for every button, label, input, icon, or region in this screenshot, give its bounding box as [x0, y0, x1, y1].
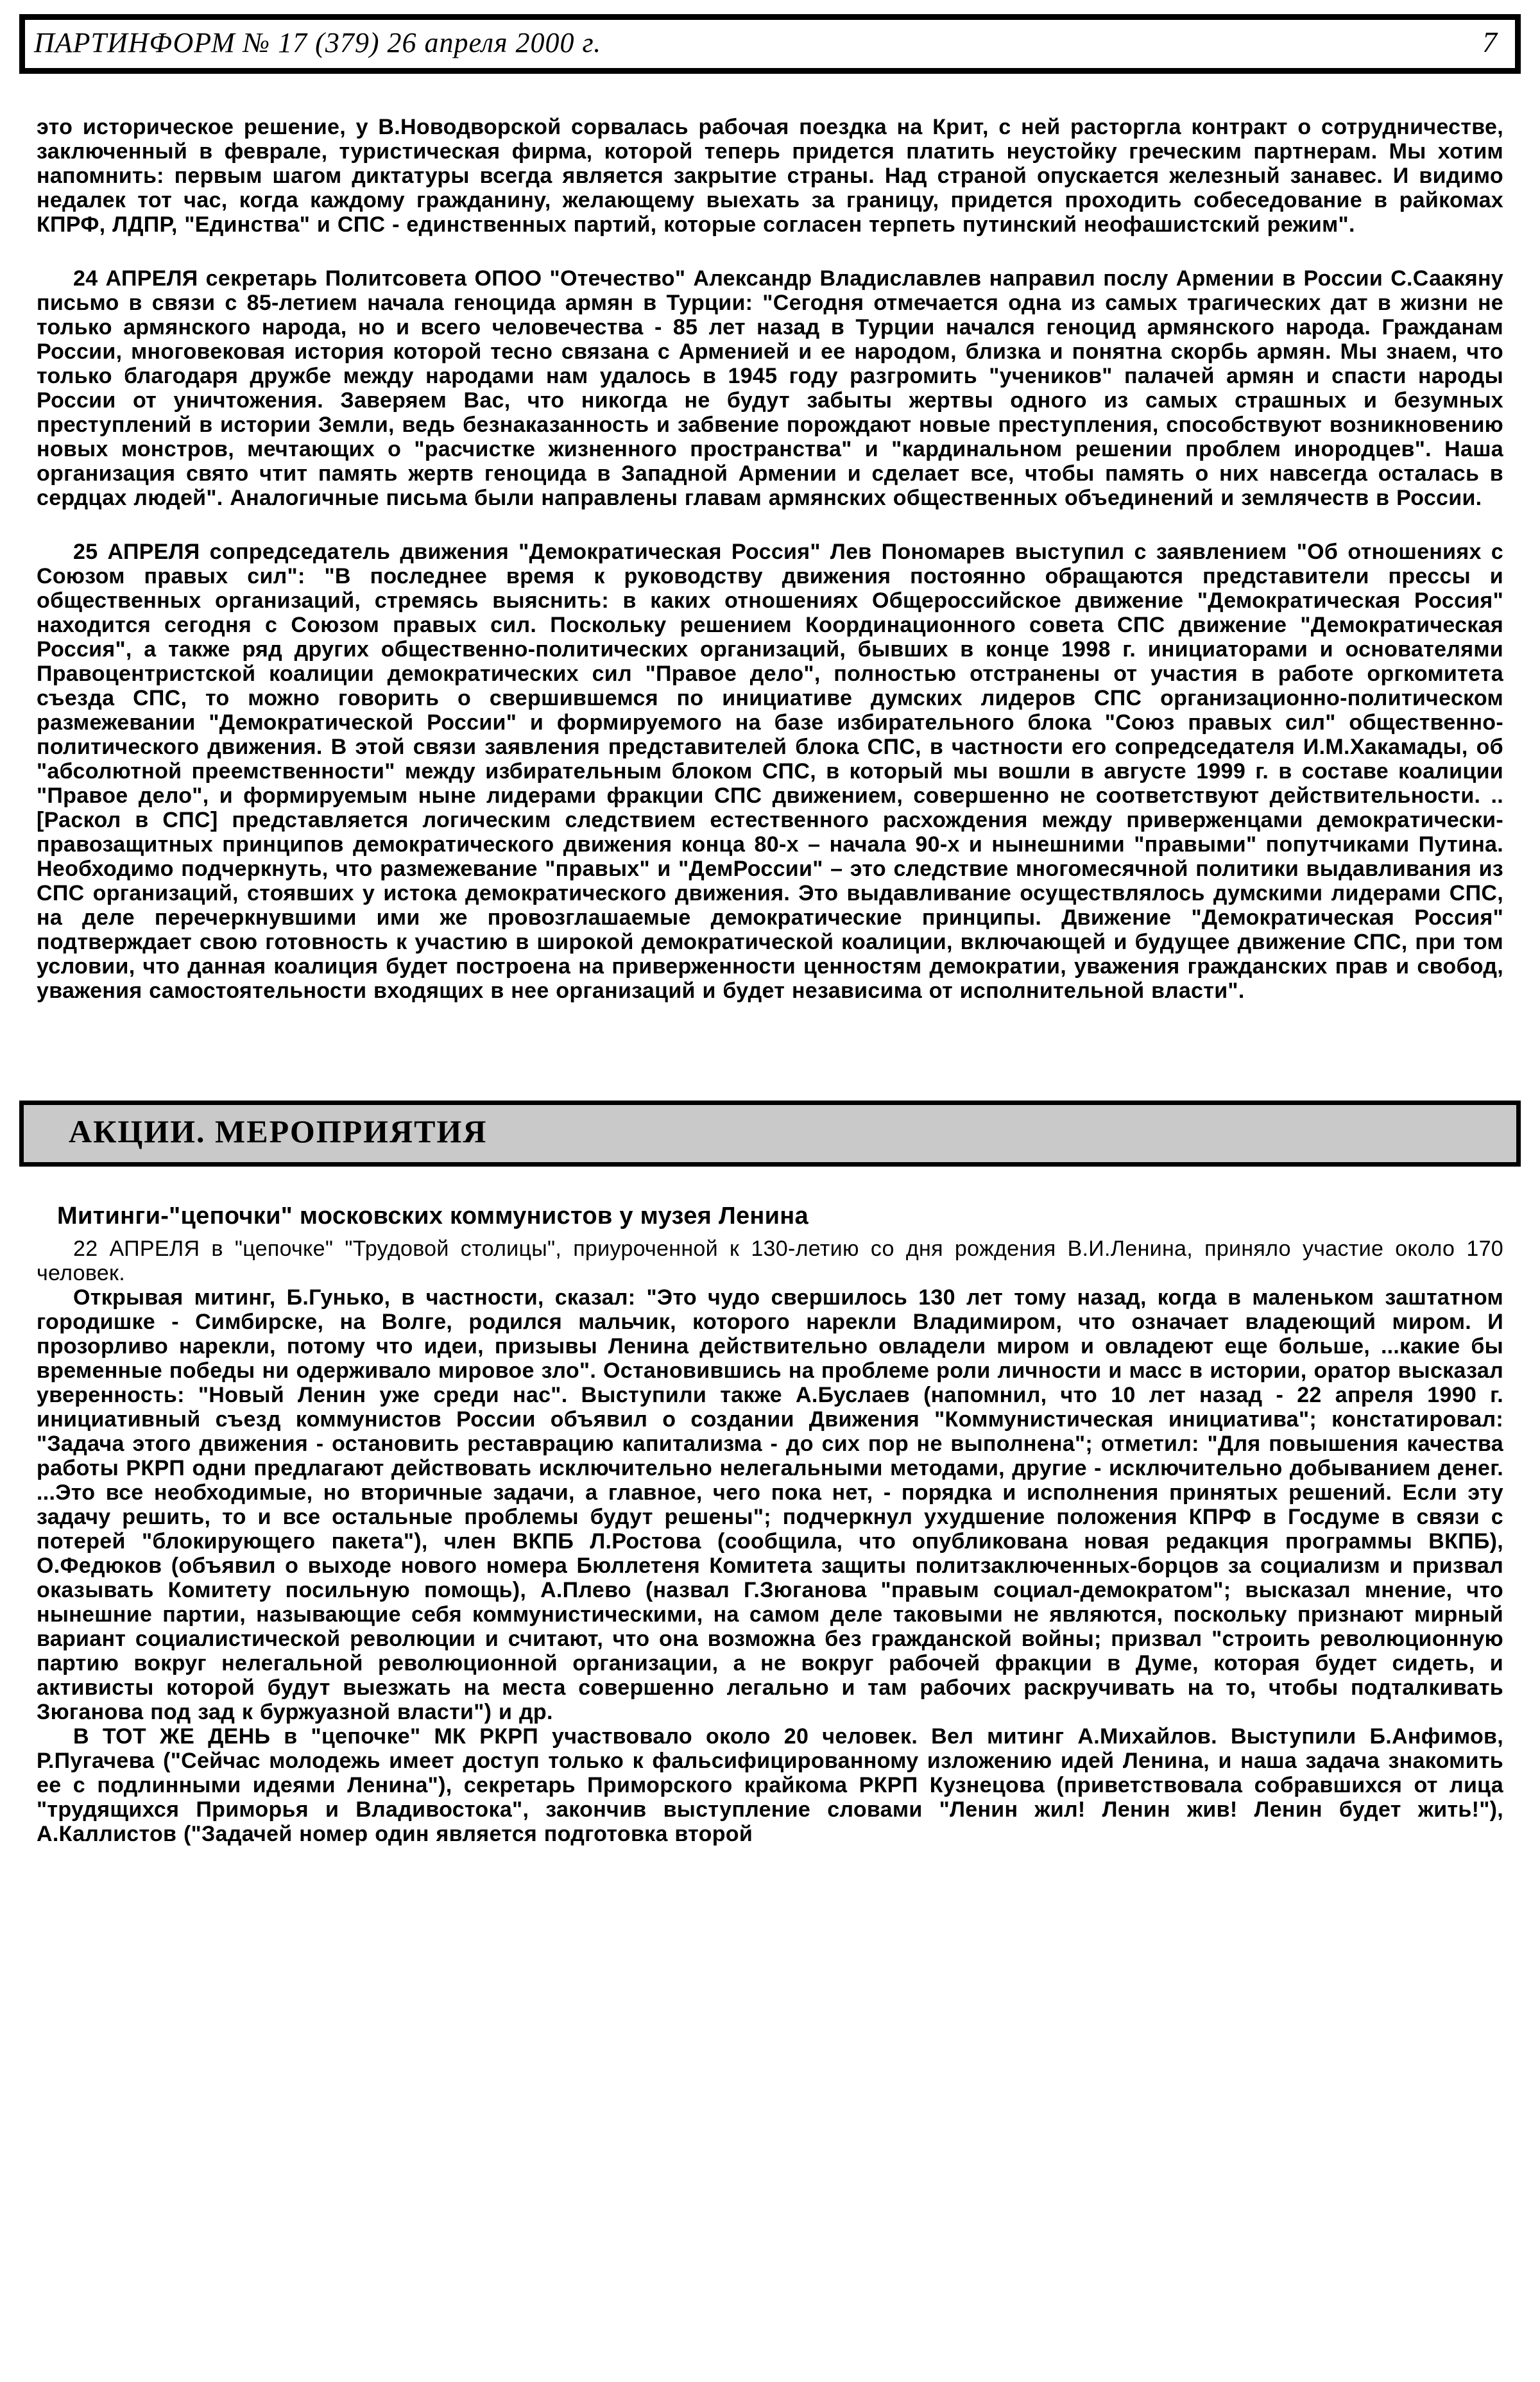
masthead — [19, 14, 1521, 74]
article-mitings — [37, 1203, 1503, 1846]
article-lead-paragraph: 22 АПРЕЛЯ в "цепочке" "Трудовой столицы", приуроченной к 130-летию со дня рождения В.И.Ленина, приняло участие около 170 человек. — [37, 1236, 1503, 1285]
news-item-24-april: 24 АПРЕЛЯ секретарь Политсовета ОПОО "Отечество" Александр Владиславлев направил послу Армении в России С.Саакяну письмо в связи с 85-летием начала геноцида армян в Турции: "Сегодня отмечается одна из самых трагических дат в жизни не только армянского народа, но и всего человечества - 85 лет назад в Турции начался геноцид армянского народа. Гражданам России, многовековая история которой тесно связана с Арменией и ее народом, близка и понятна скорбь армян. Мы знаем, что только благодаря дружбе между народами нам удалось в 1945 году разгромить "учеников" палачей армян и спасти народы России от уничтожения. Заверяем Вас, что никогда не будут забыты жертвы одного из самых страшных и безумных преступлений в истории Земли, ведь безнаказанность и забвение порождают новые преступления, способствуют возникновению новых монстров, мечтающих о "расчистке жизненного пространства" и "кардинальном решении проблем инородцев". Наша организация свято чтит память жертв геноцида в Западной Армении и сделает все, чтобы память о них навсегда осталась в сердцах людей". Аналогичные письма были направлены главам армянских общественных объединений и землячеств в России. — [37, 266, 1503, 510]
article-body-paragraph-1: Открывая митинг, Б.Гунько, в частности, сказал: "Это чудо свершилось 130 лет тому назад, когда в маленьком заштатном городишке - Симбирске, на Волге, родился мальчик, которого нарекли Владимиром, что означает владеющий миром. И прозорливо нарекли, потому что идеи, призывы Ленина действительно овладели миром и овладеют еще больше, ...какие бы временные победы ни одерживало мировое зло". Остановившись на проблеме роли личности и масс в истории, оратор высказал уверенность: "Новый Ленин уже среди нас". Выступили также А.Буслаев (напомнил, что 10 лет назад - 22 апреля 1990 г. инициативный съезд коммунистов России объявил о создании Движения "Коммунистическая инициатива"; констатировал: "Задача этого движения - остановить реставрацию капитализма - до сих пор не выполнена"; отметил: "Для повышения качества работы РКРП одни предлагают действовать исключительно нелегальными методами, другие - исключительно добыванием денег. ...Это все необходимые, но вторичные задачи, а главное, чего пока нет, - порядка и исполнения принятых решений. Если эту задачу решить, то и все остальные проблемы будут решены"; подчеркнул ухудшение положения КПРФ в Госдуме в связи с потерей "блокирующего пакета"), член ВКПБ Л.Ростова (сообщила, что опубликована новая редакция программы ВКПБ), О.Федюков (объявил о выходе нового номера Бюллетеня Комитета защиты политзаключенных-борцов за социализм и призвал оказывать Комитету посильную помощь), А.Плево (назвал Г.Зюганова "правым социал-демократом"; высказал мнение, что нынешние партии, называющие себя коммунистическими, на самом деле таковыми не являются, поскольку признают мирный вариант социалистической революции и считают, что она возможна без гражданской войны; призвал "строить революционную партию вокруг нелегальной революционной организации, а не вокруг рабочей фракции в Думе, которая будет сидеть, и активисты которой будут выезжать на места совершенно легально и там рабочих раскручивать на то, чтобы подталкивать Зюганова под зад к буржуазной власти") и др. — [37, 1285, 1503, 1724]
section-banner — [19, 1101, 1521, 1167]
article-body-paragraph-2: В ТОТ ЖЕ ДЕНЬ в "цепочке" МК РКРП участвовало около 20 человек. Вел митинг А.Михайлов. Выступили Б.Анфимов, Р.Пугачева ("Сейчас молодежь имеет доступ только к фальсифицированному изложению идей Ленина, и наша задача знакомить ее с подлинными идеями Ленина"), секретарь Приморского крайкома РКРП Кузнецова (приветствовала собравшихся от лица "трудящихся Приморья и Владивостока", закончив выступление словами "Ленин жил! Ленин жив! Ленин будет жить!"), А.Каллистов ("Задачей номер один является подготовка второй — [37, 1724, 1503, 1846]
article-headline: Митинги-"цепочки" московских коммунистов у музея Ленина — [57, 1202, 809, 1230]
section-banner-title: АКЦИИ. МЕРОПРИЯТИЯ — [69, 1113, 488, 1149]
news-item-25-april: 25 АПРЕЛЯ сопредседатель движения "Демократическая Россия" Лев Пономарев выступил с заявлением "Об отношениях с Союзом правых сил": "В последнее время к руководству движения постоянно обращаются представители прессы и общественных организаций, стремясь выяснить: в каких отношениях Общероссийское движение "Демократическая Россия" находится сегодня с Союзом правых сил. Поскольку решением Координационного совета СПС движение "Демократическая Россия", а также ряд других общественно-политических организаций, бывших в конце 1998 г. инициаторами и основателями Правоцентристской коалиции демократических сил "Правое дело", полностью отстранены от участия в работе оргкомитета съезда СПС, то можно говорить о свершившемся по инициативе думских лидеров СПС организационно-политическом размежевании "Демократической России" и формируемого на базе избирательного блока "Союз правых сил" общественно-политического движения. В этой связи заявления представителей блока СПС, в частности его сопредседателя И.М.Хакамады, об "абсолютной преемственности" между избирательным блоком СПС, в который мы вошли в августе 1999 г. в составе коалиции "Правое дело", и формируемым ныне лидерами фракции СПС движением, совершенно не соответствуют действительности. ..[Раскол в СПС] представляется логическим следствием естественного расхождения между приверженцами демократически-правозащитных принципов демократического движения конца 80-х – начала 90-х и нынешними "правыми" попутчиками Путина. Необходимо подчеркнуть, что размежевание "правых" и "ДемРоссии" – это следствие многомесячной политики выдавливания из СПС организаций, стоявших у истока демократического движения. Это выдавливание осуществлялось думскими лидерами СПС, на деле перечеркнувшими ими же провозглашаемые демократические принципы. Движение "Демократическая Россия" подтверждает свою готовность к участию в широкой демократической коалиции, включающей и будущее движение СПС, при том условии, что данная коалиция будет построена на приверженности ценностям демократии, уважения гражданских прав и свобод, уважения самостоятельности входящих в нее организаций и будет независима от исполнительной власти". — [37, 539, 1503, 1003]
continuation-paragraph: это историческое решение, у В.Новодворской сорвалась рабочая поездка на Крит, с ней расторгла контракт о сотрудничестве, заключенный в феврале, туристическая фирма, которой теперь придется платить неустойку греческим партнерам. Мы хотим напомнить: первым шагом диктатуры всегда является закрытие страны. Над страной опускается железный занавес. И видимо недалек тот час, когда каждому гражданину, желающему выехать за границу, придется проходить собеседование в райкомах КПРФ, ЛДПР, "Единства" и СПС - единственных партий, которые согласен терпеть путинский неофашистский режим". — [37, 114, 1503, 237]
masthead-title: ПАРТИНФОРМ № 17 (379) 26 апреля 2000 г. — [34, 27, 602, 58]
news-section — [37, 115, 1503, 1003]
page-number: 7 — [1482, 26, 1497, 58]
